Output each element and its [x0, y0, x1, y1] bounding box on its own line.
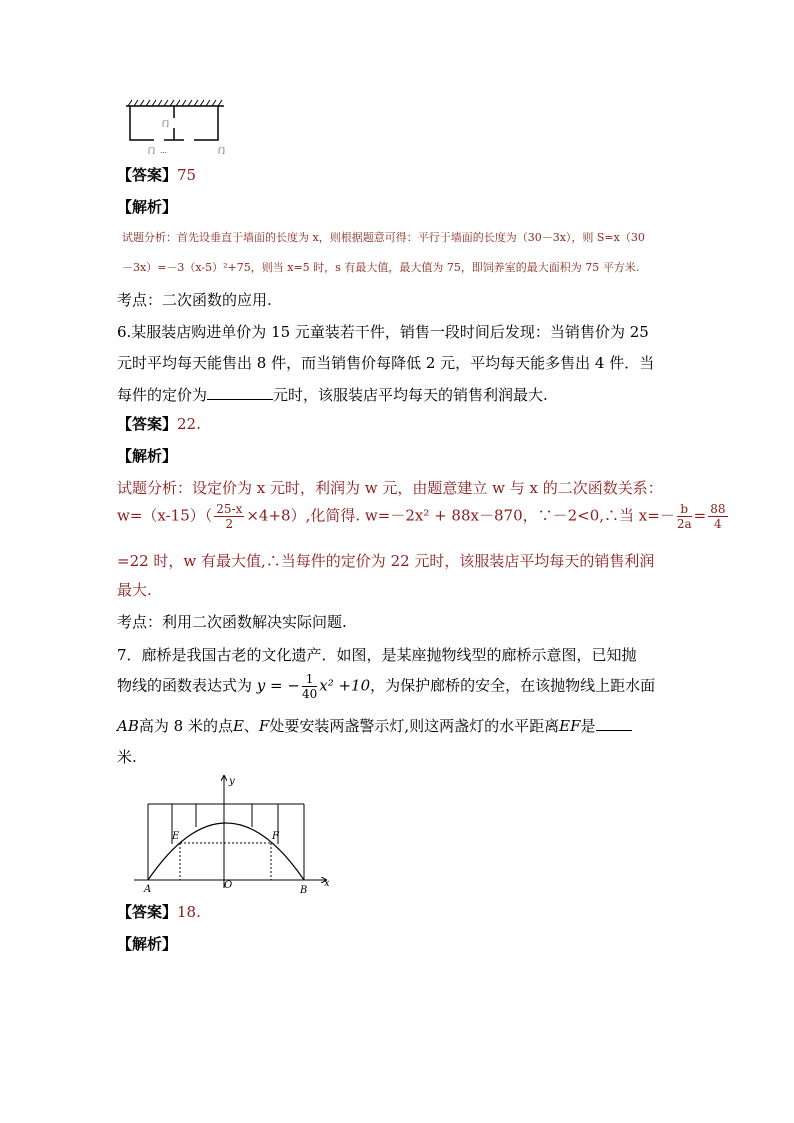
- fill-blank: [596, 716, 632, 731]
- frac-num: 88: [710, 502, 726, 516]
- enclosure-figure: [120, 98, 230, 158]
- q7-text-part: E: [232, 717, 244, 735]
- axis-label-x: x: [324, 878, 330, 889]
- door-label: 门: [162, 120, 169, 128]
- q6-analysis-line: 最大.: [117, 581, 152, 599]
- q7-analysis-label: 【解析】: [117, 935, 178, 953]
- q5-analysis-label: 【解析】: [117, 198, 178, 216]
- frac-den: 4: [714, 517, 722, 531]
- door-label: 门: [218, 147, 225, 155]
- q5-analysis-line: 试题分析：首先设垂直于墙面的长度为 x，则根据题意可得：平行于墙面的长度为（30－3x），则 S=x（30: [122, 231, 645, 244]
- q7-text: [117, 716, 632, 736]
- q6-analysis-line: =22 时，w 有最大值,∴当每件的定价为 22 元时，该服装店平均每天的销售利润: [117, 552, 655, 570]
- frac-num: 1: [302, 672, 317, 687]
- q6-text-part: 每件的定价为: [117, 386, 208, 404]
- q7-text-part: F: [258, 717, 270, 735]
- frac-num: b: [677, 502, 692, 517]
- fraction: [214, 502, 244, 531]
- q5-analysis-line: －3x）=－3（x-5）²+75，则当 x=5 时，s 有最大值，最大值为 75，即饲养室的最大面积为 75 平方米.: [122, 261, 640, 274]
- point-label-o: O: [224, 880, 233, 891]
- q7-text-part: EF: [559, 717, 581, 735]
- q6-analysis-line: w=（x-15）（ $\frac{25-x}{2}$ ×4+8）,化简得. w=－2x² + 88x－870，∵－2<0,∴当 x=－ $\frac{b}{2a}$ = $\frac{88}{4}$: [117, 502, 726, 531]
- q6-analysis-line: 试题分析：设定价为 x 元时，利润为 w 元，由题意建立 w 与 x 的二次函数关系：: [117, 479, 663, 497]
- q7-text: [117, 672, 655, 701]
- q5-answer: [117, 165, 196, 185]
- fraction: [708, 502, 727, 531]
- q7-text-part: 是: [580, 717, 596, 735]
- answer-label: 【答案】: [117, 903, 178, 921]
- point-label-b: B: [300, 885, 308, 896]
- q7-text: 7．廊桥是我国古老的文化遗产．如图，是某座抛物线型的廊桥示意图，已知抛: [117, 646, 637, 664]
- q6-text-part: 元时，该服装店平均每天的销售利润最大.: [273, 386, 548, 404]
- analysis-part: ×4+8）,化简得.: [246, 506, 361, 525]
- q7-text-part: 、: [243, 717, 259, 735]
- q6-text: 6.某服装店购进单价为 15 元童装若干件，销售一段时间后发现：当销售价为 25: [117, 323, 649, 341]
- answer-value: 22.: [177, 415, 201, 433]
- q6-text: [117, 385, 548, 405]
- answer-label: 【答案】: [117, 166, 178, 184]
- analysis-part: w=－2x² + 88x－870，∵－2<0,∴当 x=－: [364, 506, 675, 525]
- q6-answer: [117, 414, 201, 434]
- q7-text-part: AB: [117, 717, 139, 735]
- dots-label: …: [160, 147, 167, 155]
- fraction: [302, 672, 317, 701]
- point-label-a: A: [144, 884, 152, 895]
- frac-num: 25-x: [216, 502, 243, 516]
- answer-value: 75: [177, 166, 197, 184]
- point-label-e: E: [172, 831, 180, 842]
- door-label: 门: [148, 147, 155, 155]
- formula-part: x² +10: [319, 676, 371, 695]
- analysis-part: w=（x-15）（: [117, 506, 213, 525]
- frac-den: 2a: [676, 517, 692, 531]
- q7-text-part: 高为 8 米的点: [138, 717, 233, 735]
- q7-text-part: ，为保护廊桥的安全，在该抛物线上距水面: [370, 676, 656, 695]
- q7-text: 米.: [117, 748, 137, 766]
- q5-kaodian: 考点：二次函数的应用.: [117, 291, 272, 309]
- formula-part: y = −: [256, 676, 300, 695]
- answer-value: 18.: [177, 903, 201, 921]
- q7-text-part: 物线的函数表达式为: [117, 676, 253, 695]
- q6-analysis-label: 【解析】: [117, 447, 178, 465]
- q6-text: 元时平均每天能售出 8 件，而当销售价每降低 2 元，平均每天能多售出 4 件．当: [117, 354, 655, 372]
- q6-kaodian: 考点：利用二次函数解决实际问题.: [117, 613, 347, 631]
- frac-den: 40: [301, 687, 318, 701]
- frac-den: 2: [225, 517, 234, 531]
- axis-label-y: y: [229, 776, 235, 787]
- answer-label: 【答案】: [117, 415, 178, 433]
- q7-text-part: 处要安装两盏警示灯,则这两盏灯的水平距离: [269, 717, 560, 735]
- fill-blank: [207, 385, 273, 400]
- bridge-figure: [130, 772, 340, 898]
- q7-answer: [117, 902, 201, 922]
- point-label-f: F: [272, 831, 279, 842]
- fraction: [677, 502, 692, 531]
